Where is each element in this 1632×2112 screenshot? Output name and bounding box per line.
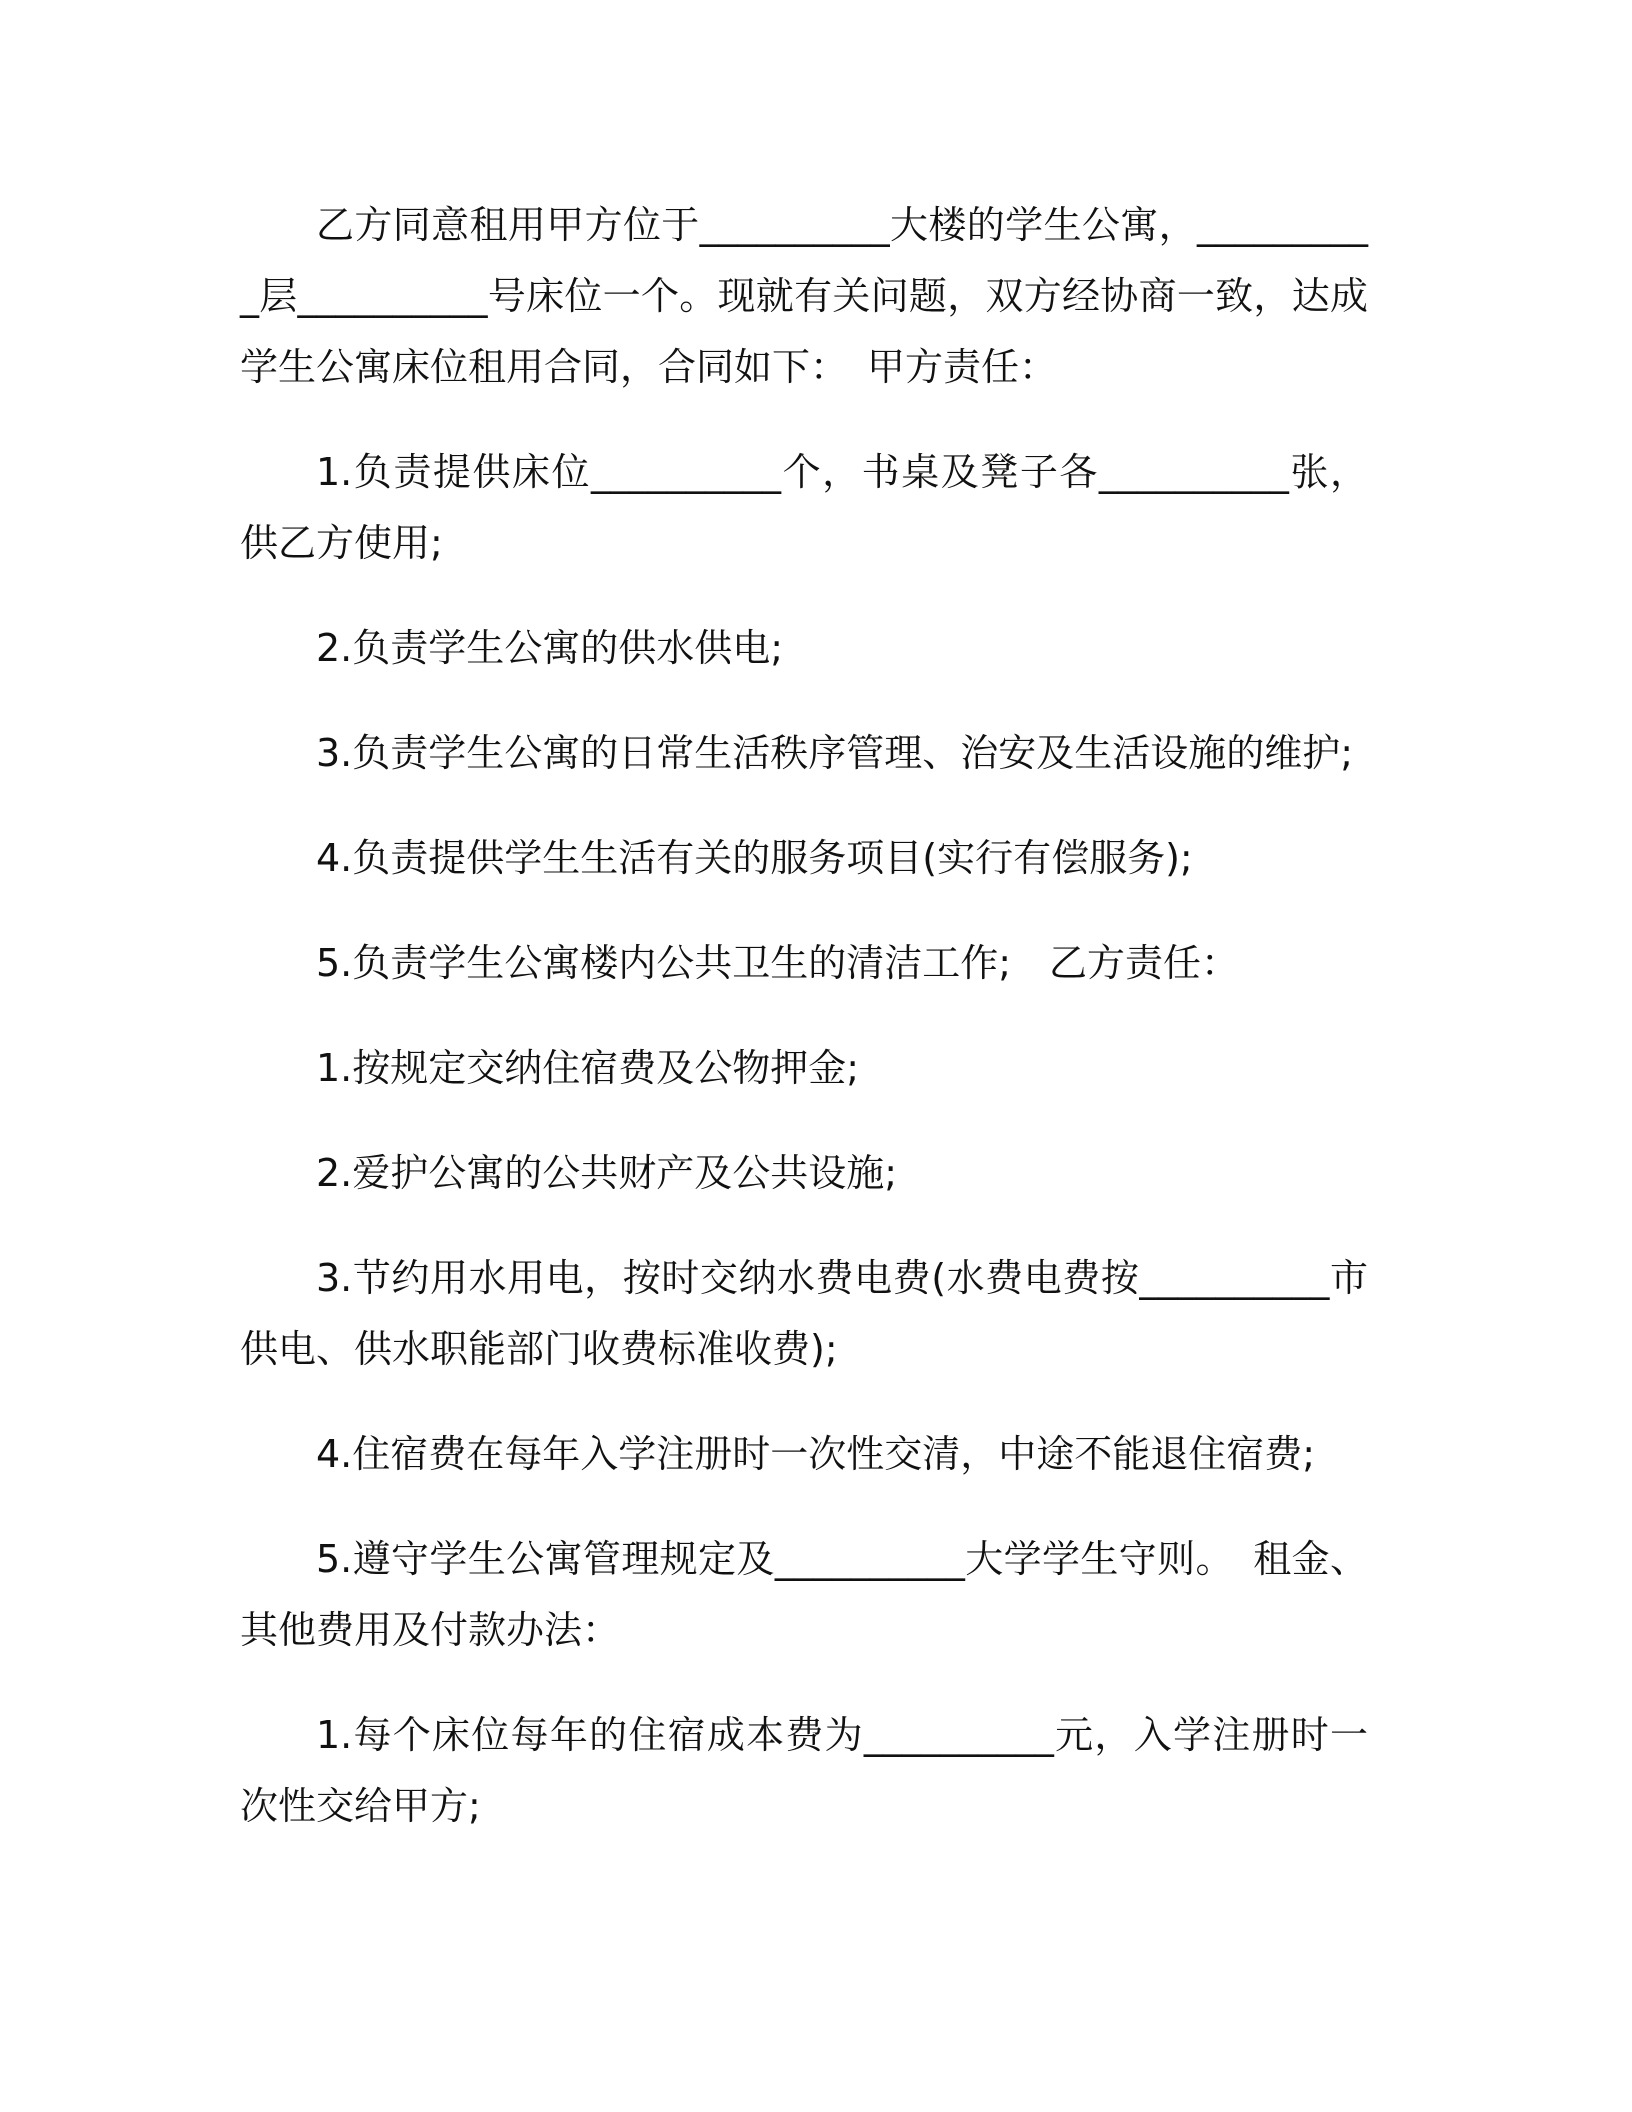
paragraph-party-b-4: 4.住宿费在每年入学注册时一次性交清，中途不能退住宿费; <box>316 1432 1316 1476</box>
paragraph-party-b-1: 1.按规定交纳住宿费及公物押金; <box>316 1046 860 1090</box>
paragraph-rent-1: 1.每个床位每年的住宿成本费为__________元，入学注册时一次性交给甲方; <box>240 1713 1368 1828</box>
paragraph-intro: 乙方同意租用甲方位于__________大楼的学生公寓，__________层__________号床位一个。现就有关问题，双方经协商一致，达成学生公寓床位租用合同，合同如下： 甲方责任： <box>240 203 1368 389</box>
paragraph-party-b-5: 5.遵守学生公寓管理规定及__________大学学生守则。 租金、其他费用及付款办法： <box>240 1537 1368 1652</box>
paragraph-party-b-3: 3.节约用水用电，按时交纳水费电费(水费电费按__________市供电、供水职能部门收费标准收费); <box>240 1256 1368 1371</box>
paragraph-party-a-3: 3.负责学生公寓的日常生活秩序管理、治安及生活设施的维护; <box>316 731 1354 775</box>
paragraph-party-b-2: 2.爱护公寓的公共财产及公共设施; <box>316 1151 898 1195</box>
document-body <box>240 190 1368 1876</box>
paragraph-party-a-1: 1.负责提供床位__________个，书桌及凳子各__________张，供乙方使用; <box>240 450 1368 565</box>
paragraph-party-a-5: 5.负责学生公寓楼内公共卫生的清洁工作; 乙方责任： <box>316 941 1240 985</box>
paragraph-party-a-2: 2.负责学生公寓的供水供电; <box>316 626 784 670</box>
paragraph-party-a-4: 4.负责提供学生生活有关的服务项目(实行有偿服务); <box>316 836 1193 880</box>
